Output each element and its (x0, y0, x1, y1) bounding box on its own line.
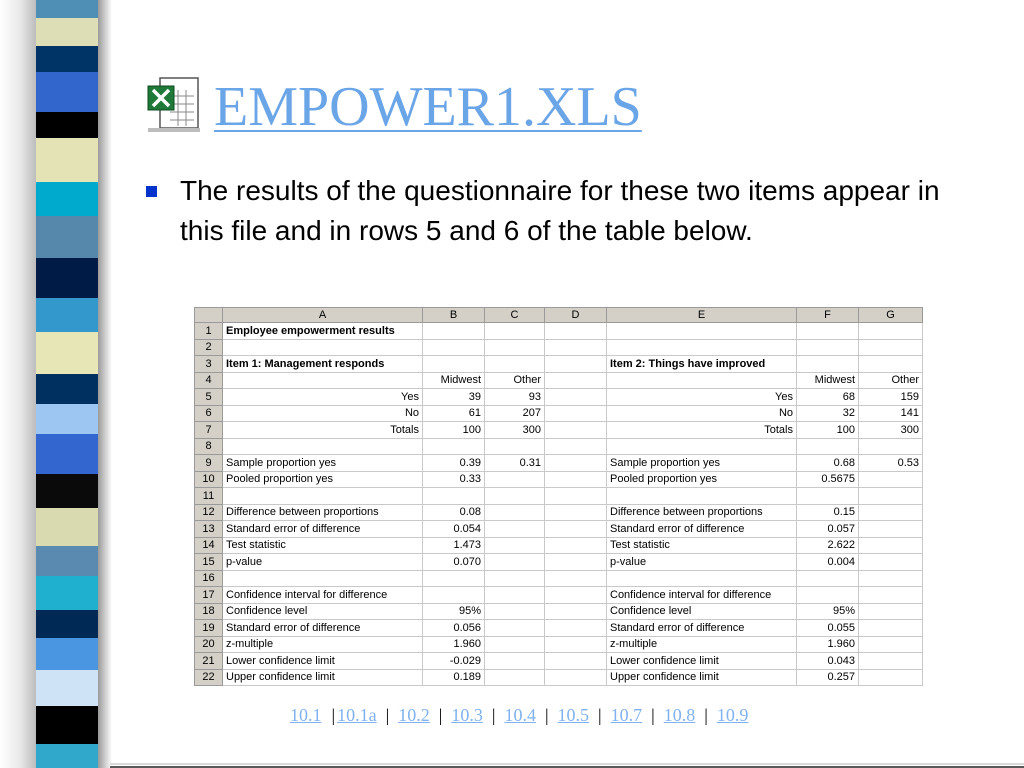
table-cell (607, 570, 797, 587)
stripe-band (36, 638, 98, 670)
table-row (195, 488, 923, 505)
table-cell (859, 669, 923, 686)
table-cell: Employee empowerment results (223, 323, 423, 340)
table-row (195, 603, 923, 620)
table-cell: Confidence level (607, 603, 797, 620)
stripe-band (36, 374, 98, 404)
table-row (195, 504, 923, 521)
table-row (195, 356, 923, 373)
table-row (195, 653, 923, 670)
table-cell: Upper confidence limit (223, 669, 423, 686)
table-cell (797, 438, 859, 455)
row-header: 14 (195, 537, 223, 554)
table-cell: p-value (223, 554, 423, 571)
table-cell (423, 339, 485, 356)
stripe-band (36, 744, 98, 768)
row-header: 21 (195, 653, 223, 670)
table-cell (423, 438, 485, 455)
table-cell: 0.054 (423, 521, 485, 538)
table-cell (545, 570, 607, 587)
table-cell (485, 438, 545, 455)
row-header: 15 (195, 554, 223, 571)
table-cell: 300 (859, 422, 923, 439)
row-header: 4 (195, 372, 223, 389)
column-header: D (545, 308, 607, 323)
table-cell (859, 356, 923, 373)
table-cell (545, 372, 607, 389)
table-cell: 300 (485, 422, 545, 439)
bullet-square-icon (146, 186, 157, 197)
table-cell (545, 653, 607, 670)
table-row (195, 389, 923, 406)
spreadsheet-image (194, 307, 922, 690)
table-cell: 1.473 (423, 537, 485, 554)
table-cell: 93 (485, 389, 545, 406)
row-header: 22 (195, 669, 223, 686)
table-cell (223, 372, 423, 389)
table-cell (797, 570, 859, 587)
table-cell (859, 504, 923, 521)
stripe-shadow (0, 0, 36, 768)
table-cell (859, 323, 923, 340)
nav-link-10-4[interactable]: 10.4 (504, 705, 536, 725)
stripe-band (36, 112, 98, 138)
table-cell (485, 521, 545, 538)
table-cell (607, 323, 797, 340)
column-header: F (797, 308, 859, 323)
table-cell: p-value (607, 554, 797, 571)
table-row (195, 455, 923, 472)
header-corner (195, 308, 223, 323)
stripe-band (36, 474, 98, 508)
table-cell (223, 488, 423, 505)
table-cell: Lower confidence limit (223, 653, 423, 670)
table-cell (859, 521, 923, 538)
table-cell: 32 (797, 405, 859, 422)
table-cell (797, 356, 859, 373)
table-cell (423, 570, 485, 587)
table-cell (859, 587, 923, 604)
table-cell: Lower confidence limit (607, 653, 797, 670)
table-row (195, 669, 923, 686)
table-cell (485, 504, 545, 521)
table-cell: 0.057 (797, 521, 859, 538)
stripe-band (36, 546, 98, 576)
stripe-band (36, 332, 98, 374)
nav-link-10-8[interactable]: 10.8 (663, 705, 696, 725)
table-cell: 0.15 (797, 504, 859, 521)
table-cell: z-multiple (223, 636, 423, 653)
table-cell: Totals (607, 422, 797, 439)
row-header: 18 (195, 603, 223, 620)
table-cell (607, 488, 797, 505)
table-cell: Item 1: Management responds (223, 356, 423, 373)
table-cell: 61 (423, 405, 485, 422)
row-header: 1 (195, 323, 223, 340)
table-cell: 0.056 (423, 620, 485, 637)
nav-link-10-2[interactable]: 10.2 (398, 705, 430, 725)
stripe-band (36, 670, 98, 706)
nav-link-10-9[interactable]: 10.9 (716, 705, 749, 725)
row-header: 12 (195, 504, 223, 521)
table-cell: Yes (223, 389, 423, 406)
row-header: 7 (195, 422, 223, 439)
table-cell: Confidence interval for difference (223, 587, 423, 604)
table-cell (545, 521, 607, 538)
column-header: A (223, 308, 423, 323)
table-cell (859, 339, 923, 356)
stripe-edge (98, 0, 112, 768)
stripe-band (36, 46, 98, 72)
table-cell: Item 2: Things have improved (607, 356, 797, 373)
table-cell: Difference between proportions (607, 504, 797, 521)
table-row (195, 405, 923, 422)
nav-link-10-5[interactable]: 10.5 (557, 705, 590, 725)
row-header: 19 (195, 620, 223, 637)
nav-separator: | (651, 705, 655, 725)
table-cell (485, 554, 545, 571)
table-cell: 0.53 (859, 455, 923, 472)
row-header: 9 (195, 455, 223, 472)
stripe-band (36, 18, 98, 46)
table-cell (485, 471, 545, 488)
table-row (195, 636, 923, 653)
table-cell: z-multiple (607, 636, 797, 653)
slide-title-link[interactable]: EMPOWER1.XLS (214, 76, 642, 138)
row-header: 8 (195, 438, 223, 455)
table-cell (859, 636, 923, 653)
column-header: C (485, 308, 545, 323)
table-cell (797, 339, 859, 356)
table-cell (423, 356, 485, 373)
row-header: 3 (195, 356, 223, 373)
table-cell (545, 620, 607, 637)
spreadsheet-table (194, 307, 923, 686)
table-cell (545, 669, 607, 686)
table-cell: Totals (223, 422, 423, 439)
table-cell (545, 339, 607, 356)
table-cell (545, 554, 607, 571)
stripe-band (36, 216, 98, 258)
footer-rule (110, 763, 1024, 765)
table-row (195, 438, 923, 455)
nav-separator: | (491, 705, 496, 725)
table-row (195, 323, 923, 340)
table-cell (859, 471, 923, 488)
table-row (195, 471, 923, 488)
table-cell: Sample proportion yes (607, 455, 797, 472)
table-cell: 0.257 (797, 669, 859, 686)
nav-link-10-1a[interactable]: 10.1a (337, 705, 377, 725)
table-cell (423, 587, 485, 604)
nav-separator: | (385, 705, 390, 725)
table-cell (607, 372, 797, 389)
table-cell: 0.055 (797, 620, 859, 637)
row-header: 11 (195, 488, 223, 505)
table-cell: Standard error of difference (607, 521, 797, 538)
table-cell: Pooled proportion yes (223, 471, 423, 488)
table-row (195, 372, 923, 389)
table-cell (545, 455, 607, 472)
row-header: 20 (195, 636, 223, 653)
table-cell (545, 603, 607, 620)
table-cell: Midwest (423, 372, 485, 389)
table-cell: -0.029 (423, 653, 485, 670)
nav-separator: | (438, 705, 443, 725)
table-cell (485, 587, 545, 604)
table-cell: 0.31 (485, 455, 545, 472)
table-cell (545, 323, 607, 340)
table-cell (485, 570, 545, 587)
row-header: 2 (195, 339, 223, 356)
nav-separator: | (544, 705, 549, 725)
table-cell (545, 488, 607, 505)
row-header: 6 (195, 405, 223, 422)
table-cell (859, 653, 923, 670)
table-cell: Difference between proportions (223, 504, 423, 521)
table-cell: Confidence interval for difference (607, 587, 797, 604)
table-cell: Confidence level (223, 603, 423, 620)
table-cell (797, 488, 859, 505)
table-cell: 0.070 (423, 554, 485, 571)
table-cell (485, 537, 545, 554)
stripe-band (36, 508, 98, 546)
nav-separator: | (331, 705, 336, 725)
table-cell (545, 356, 607, 373)
stripe-band (36, 404, 98, 434)
stripe-band (36, 298, 98, 332)
row-header: 10 (195, 471, 223, 488)
table-cell: Standard error of difference (223, 521, 423, 538)
table-cell: 0.5675 (797, 471, 859, 488)
nav-link-10-3[interactable]: 10.3 (451, 705, 483, 725)
table-cell (545, 504, 607, 521)
table-cell: Standard error of difference (607, 620, 797, 637)
stripe-band (36, 610, 98, 638)
nav-link-10-7[interactable]: 10.7 (610, 705, 643, 725)
table-cell: 95% (423, 603, 485, 620)
row-header: 5 (195, 389, 223, 406)
table-cell (545, 389, 607, 406)
table-cell (485, 636, 545, 653)
table-cell: Test statistic (223, 537, 423, 554)
stripe-band (36, 576, 98, 610)
table-cell: No (223, 405, 423, 422)
table-row (195, 570, 923, 587)
table-cell (859, 554, 923, 571)
stripe-band (36, 0, 98, 18)
table-cell (545, 537, 607, 554)
table-cell (859, 537, 923, 554)
nav-separator: | (598, 705, 602, 725)
stripe-band (36, 182, 98, 216)
table-cell: 0.08 (423, 504, 485, 521)
table-row (195, 339, 923, 356)
table-row (195, 620, 923, 637)
table-cell (545, 438, 607, 455)
table-cell: Pooled proportion yes (607, 471, 797, 488)
table-cell: 0.004 (797, 554, 859, 571)
table-cell (485, 356, 545, 373)
table-cell: 100 (797, 422, 859, 439)
stripe-band (36, 434, 98, 474)
row-header: 13 (195, 521, 223, 538)
table-cell (223, 438, 423, 455)
column-header: G (859, 308, 923, 323)
table-cell (607, 438, 797, 455)
table-cell: 0.043 (797, 653, 859, 670)
table-cell: 68 (797, 389, 859, 406)
table-cell (859, 570, 923, 587)
table-cell (223, 339, 423, 356)
table-cell (545, 405, 607, 422)
table-cell (485, 323, 545, 340)
table-cell (545, 422, 607, 439)
table-row (195, 537, 923, 554)
table-row (195, 587, 923, 604)
stripe-band (36, 138, 98, 182)
row-header: 17 (195, 587, 223, 604)
table-cell (859, 488, 923, 505)
table-cell: 207 (485, 405, 545, 422)
table-cell (423, 323, 485, 340)
column-header: E (607, 308, 797, 323)
stripe-band (36, 72, 98, 112)
table-cell (545, 587, 607, 604)
table-cell: Upper confidence limit (607, 669, 797, 686)
stripe-band (36, 706, 98, 744)
bullet-text: The results of the questionnaire for these two items appear in this file and in rows 5 and 6 of the table below. (180, 175, 940, 246)
row-header: 16 (195, 570, 223, 587)
table-cell (485, 620, 545, 637)
table-cell (423, 488, 485, 505)
column-header-row (195, 308, 923, 323)
stripe-band (36, 258, 98, 298)
table-cell: Yes (607, 389, 797, 406)
table-cell: 0.33 (423, 471, 485, 488)
table-cell: 1.960 (423, 636, 485, 653)
table-cell: 95% (797, 603, 859, 620)
decorative-stripe (36, 0, 98, 768)
column-header: B (423, 308, 485, 323)
table-cell (223, 570, 423, 587)
excel-file-icon (146, 76, 202, 134)
table-cell: Sample proportion yes (223, 455, 423, 472)
table-cell: 39 (423, 389, 485, 406)
table-row (195, 422, 923, 439)
table-cell: 2.622 (797, 537, 859, 554)
table-cell: No (607, 405, 797, 422)
nav-separator: | (704, 705, 708, 725)
table-cell: 100 (423, 422, 485, 439)
table-cell: Standard error of difference (223, 620, 423, 637)
table-cell (485, 669, 545, 686)
table-cell (485, 488, 545, 505)
nav-link-10-1[interactable]: 10.1 (290, 705, 322, 725)
table-cell (485, 339, 545, 356)
table-cell (859, 620, 923, 637)
table-cell (859, 603, 923, 620)
table-cell (545, 471, 607, 488)
table-cell (545, 636, 607, 653)
table-cell: Midwest (797, 372, 859, 389)
table-cell: Other (485, 372, 545, 389)
table-cell (797, 323, 859, 340)
table-cell (485, 603, 545, 620)
table-cell: 1.960 (797, 636, 859, 653)
table-cell: Other (859, 372, 923, 389)
table-cell (485, 653, 545, 670)
table-cell: 0.39 (423, 455, 485, 472)
table-cell: Test statistic (607, 537, 797, 554)
table-cell: 0.68 (797, 455, 859, 472)
section-nav (290, 705, 890, 726)
table-row (195, 521, 923, 538)
table-cell (859, 438, 923, 455)
table-cell: 141 (859, 405, 923, 422)
table-cell (797, 587, 859, 604)
table-cell (607, 339, 797, 356)
table-row (195, 554, 923, 571)
table-cell: 0.189 (423, 669, 485, 686)
table-cell: 159 (859, 389, 923, 406)
